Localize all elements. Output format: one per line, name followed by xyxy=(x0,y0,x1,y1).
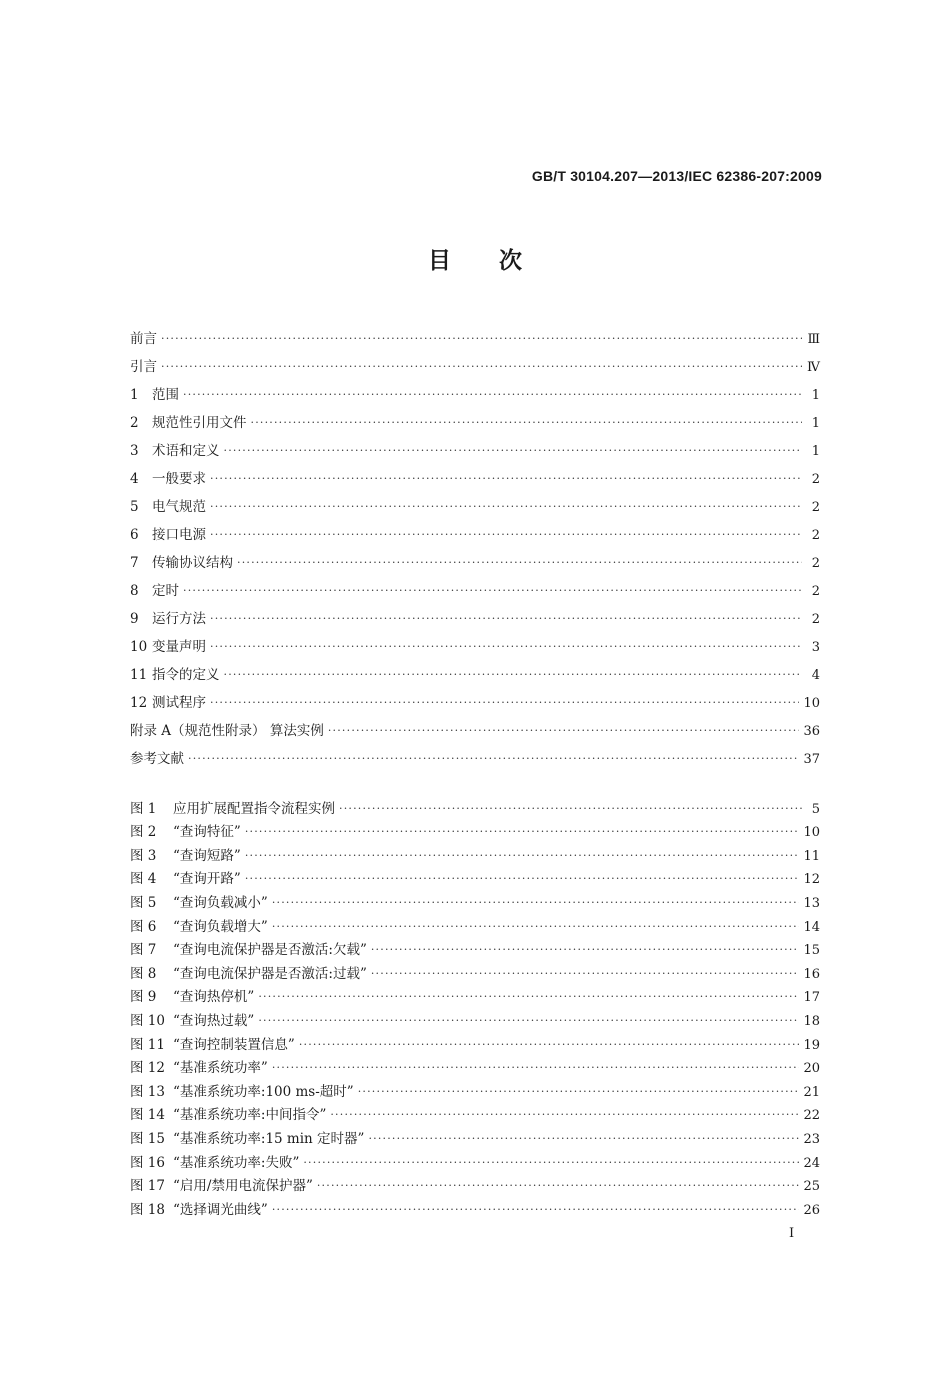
figure-entry-title: “查询开路” xyxy=(173,871,241,888)
figure-entry-label xyxy=(130,844,245,864)
dot-leader xyxy=(368,1132,799,1145)
dot-leader xyxy=(210,500,802,513)
figure-entry-label xyxy=(130,1103,330,1123)
toc-entry-number: 2 xyxy=(130,415,139,431)
toc-entry-label xyxy=(130,579,183,599)
figure-entry-number: 图 3 xyxy=(130,847,157,864)
figure-entry-number: 图 2 xyxy=(130,824,157,841)
figure-entry-label xyxy=(130,867,245,887)
figure-entry-number: 图 1 xyxy=(130,800,157,817)
figure-entry-label xyxy=(130,1127,368,1147)
dot-leader xyxy=(330,1108,799,1121)
toc-entry-page: 1 xyxy=(811,416,820,431)
figure-entry-title: “查询负载增大” xyxy=(173,918,268,935)
toc-entry-label xyxy=(130,411,251,431)
figure-entry-title: “基准系统功率:失败” xyxy=(173,1154,300,1171)
toc-entry-number: 1 xyxy=(130,387,139,403)
figure-entry-title: “查询短路” xyxy=(173,847,241,864)
dot-leader xyxy=(258,990,799,1003)
toc-entry-title: 电气规范 xyxy=(152,499,206,515)
figure-entry-page: 20 xyxy=(803,1061,820,1077)
figure-entry[interactable] xyxy=(130,864,820,888)
figure-entry-label xyxy=(130,1198,272,1218)
dot-leader xyxy=(371,967,800,980)
toc-entry-page: 2 xyxy=(811,472,820,487)
figure-entry-page: 23 xyxy=(803,1131,820,1147)
toc-entry-title: 附录 A（规范性附录） 算法实例 xyxy=(130,723,324,739)
figure-entry-label xyxy=(130,962,371,982)
figure-entry-title: “基准系统功率:100 ms-超时” xyxy=(173,1083,354,1100)
toc-entry[interactable] xyxy=(130,655,820,683)
toc-entry-label xyxy=(130,663,224,683)
toc-entry[interactable] xyxy=(130,487,820,515)
figure-entry-label xyxy=(130,1033,299,1053)
figure-entry[interactable] xyxy=(130,840,820,864)
toc-entry-label xyxy=(130,607,210,627)
dot-leader xyxy=(303,1156,799,1169)
toc-entry[interactable] xyxy=(130,543,820,571)
toc-entry-title: 术语和定义 xyxy=(152,443,220,459)
figure-entry-title: “查询电流保护器是否激活:欠载” xyxy=(173,942,367,959)
toc-entry-label xyxy=(130,691,210,711)
dot-leader xyxy=(272,1061,800,1074)
toc-entry-number: 8 xyxy=(130,583,139,599)
figure-entry-title: “选择调光曲线” xyxy=(173,1201,268,1218)
toc-entry-label xyxy=(130,383,183,403)
toc-entry-title: 范围 xyxy=(152,387,179,403)
figure-entry-number: 图 8 xyxy=(130,965,157,982)
figure-entry-page: 22 xyxy=(803,1108,820,1124)
figure-entry[interactable] xyxy=(130,1076,820,1100)
toc-entry-number: 6 xyxy=(130,527,139,543)
toc-entry-title: 运行方法 xyxy=(152,611,206,627)
toc-entry[interactable] xyxy=(130,459,820,487)
figure-entry[interactable] xyxy=(130,1005,820,1029)
toc-entry[interactable] xyxy=(130,739,820,767)
toc-entry[interactable] xyxy=(130,403,820,431)
figure-entry-number: 图 5 xyxy=(130,894,157,911)
dot-leader xyxy=(339,802,802,815)
toc-entry[interactable] xyxy=(130,571,820,599)
toc-entry-label xyxy=(130,439,224,459)
figure-entry-label xyxy=(130,1151,303,1171)
figure-entry[interactable] xyxy=(130,817,820,841)
toc-figures-list xyxy=(130,793,820,1218)
toc-entry-page: 2 xyxy=(811,556,820,571)
figure-entry[interactable] xyxy=(130,935,820,959)
figure-entry[interactable] xyxy=(130,1147,820,1171)
toc-entry-label xyxy=(130,551,237,571)
toc-entry-number: 3 xyxy=(130,443,139,459)
figure-entry-title: “基准系统功率:15 min 定时器” xyxy=(173,1130,365,1147)
figure-entry-page: 12 xyxy=(803,872,820,888)
toc-entry[interactable] xyxy=(130,347,820,375)
figure-entry-label xyxy=(130,891,272,911)
toc-entry-page: 3 xyxy=(811,640,820,655)
dot-leader xyxy=(272,896,800,909)
figure-entry-label xyxy=(130,797,339,817)
figure-entry[interactable] xyxy=(130,1100,820,1124)
figure-entry-title: “启用/禁用电流保护器” xyxy=(173,1178,313,1195)
figure-entry-title: “查询控制装置信息” xyxy=(173,1036,295,1053)
dot-leader xyxy=(188,752,799,765)
dot-leader xyxy=(210,528,802,541)
dot-leader xyxy=(245,872,800,885)
dot-leader xyxy=(245,825,800,838)
toc-entry-title: 指令的定义 xyxy=(152,667,220,683)
figure-entry-page: 25 xyxy=(803,1179,820,1195)
toc-entry-label xyxy=(130,635,210,655)
figure-entry-label xyxy=(130,1009,258,1029)
page-number: Ⅰ xyxy=(789,1226,795,1241)
dot-leader xyxy=(251,416,803,429)
figure-entry-page: 15 xyxy=(803,943,820,959)
figure-entry-page: 13 xyxy=(803,895,820,911)
dot-leader xyxy=(224,668,803,681)
figure-entry-number: 图 15 xyxy=(130,1130,165,1147)
figure-entry-number: 图 9 xyxy=(130,989,157,1006)
toc-entry-page: 1 xyxy=(811,444,820,459)
figure-entry[interactable] xyxy=(130,1194,820,1218)
figure-entry-page: 14 xyxy=(803,919,820,935)
figure-entry[interactable] xyxy=(130,982,820,1006)
toc-entry-title: 前言 xyxy=(130,331,157,347)
dot-leader xyxy=(245,849,800,862)
toc-entry-page: 4 xyxy=(811,668,820,683)
dot-leader xyxy=(210,472,802,485)
toc-entry-title: 接口电源 xyxy=(152,527,206,543)
dot-leader xyxy=(237,556,802,569)
figure-entry-title: “查询电流保护器是否激活:过载” xyxy=(173,965,367,982)
toc-entry-label xyxy=(130,467,210,487)
document-code: GB/T 30104.207—2013/IEC 62386-207:2009 xyxy=(531,168,822,184)
figure-entry-page: 18 xyxy=(803,1013,820,1029)
figure-entry[interactable] xyxy=(130,958,820,982)
dot-leader xyxy=(161,360,802,373)
dot-leader xyxy=(210,696,799,709)
figure-entry-title: “查询热停机” xyxy=(173,989,255,1006)
figure-entry-page: 26 xyxy=(803,1202,820,1218)
dot-leader xyxy=(358,1085,800,1098)
toc-entry-label xyxy=(130,355,161,375)
toc-entry-label xyxy=(130,523,210,543)
toc-entry-page: 2 xyxy=(811,500,820,515)
toc-entry-title: 传输协议结构 xyxy=(152,555,233,571)
figure-entry-label xyxy=(130,820,245,840)
figure-entry[interactable] xyxy=(130,793,820,817)
toc-entry-label xyxy=(130,719,328,739)
figure-entry-page: 17 xyxy=(803,990,820,1006)
toc-entry-number: 12 xyxy=(130,695,148,711)
toc-entry-page: Ⅲ xyxy=(807,332,820,347)
toc-entry[interactable] xyxy=(130,375,820,403)
figure-entry-number: 图 14 xyxy=(130,1107,165,1124)
toc-entry-page: 2 xyxy=(811,584,820,599)
figure-entry-label xyxy=(130,1174,317,1194)
toc-entry-page: Ⅳ xyxy=(807,360,820,375)
dot-leader xyxy=(272,920,800,933)
figure-entry-page: 19 xyxy=(803,1037,820,1053)
figure-entry-label xyxy=(130,938,371,958)
toc-entry-page: 37 xyxy=(803,752,820,767)
figure-entry-number: 图 11 xyxy=(130,1036,165,1053)
toc-entry-page: 1 xyxy=(811,388,820,403)
figure-entry-label xyxy=(130,1056,272,1076)
toc-entry-title: 变量声明 xyxy=(152,639,206,655)
toc-entry-page: 36 xyxy=(803,724,820,739)
toc-entry[interactable] xyxy=(130,711,820,739)
figure-entry-number: 图 18 xyxy=(130,1201,165,1218)
toc-entry-number: 11 xyxy=(130,667,148,683)
toc-entry-label xyxy=(130,495,210,515)
toc-entry-number: 7 xyxy=(130,555,139,571)
figure-entry-title: “查询特征” xyxy=(173,824,241,841)
figure-entry-number: 图 17 xyxy=(130,1178,165,1195)
figure-entry-page: 5 xyxy=(811,801,820,817)
toc-entry-page: 10 xyxy=(803,696,820,711)
toc-entry-label xyxy=(130,327,161,347)
toc-entry-number: 9 xyxy=(130,611,139,627)
figure-entry-number: 图 16 xyxy=(130,1154,165,1171)
figure-entry-page: 21 xyxy=(803,1084,820,1100)
page-title: 目次 xyxy=(428,248,570,274)
figure-entry-page: 11 xyxy=(803,848,820,864)
figure-entry-page: 16 xyxy=(803,966,820,982)
figure-entry-number: 图 7 xyxy=(130,942,157,959)
toc-entry[interactable] xyxy=(130,515,820,543)
figure-entry[interactable] xyxy=(130,1029,820,1053)
toc-entry-page: 2 xyxy=(811,528,820,543)
figure-entry-number: 图 12 xyxy=(130,1060,165,1077)
dot-leader xyxy=(224,444,803,457)
figure-entry-title: “基准系统功率” xyxy=(173,1060,268,1077)
toc-entry-number: 5 xyxy=(130,499,139,515)
figure-entry-page: 10 xyxy=(803,825,820,841)
toc-entry[interactable] xyxy=(130,599,820,627)
figure-entry-title: “查询负载减小” xyxy=(173,894,268,911)
toc-entry-page: 2 xyxy=(811,612,820,627)
figure-entry-number: 图 6 xyxy=(130,918,157,935)
toc-entry-number: 4 xyxy=(130,471,139,487)
figure-entry[interactable] xyxy=(130,1123,820,1147)
toc-entry-title: 规范性引用文件 xyxy=(152,415,247,431)
dot-leader xyxy=(210,612,802,625)
figure-entry-label xyxy=(130,1080,358,1100)
figure-entry-number: 图 13 xyxy=(130,1083,165,1100)
figure-entry-number: 图 10 xyxy=(130,1012,165,1029)
figure-entry-title: 应用扩展配置指令流程实例 xyxy=(173,800,335,817)
figure-entry[interactable] xyxy=(130,887,820,911)
dot-leader xyxy=(183,584,802,597)
figure-entry[interactable] xyxy=(130,1171,820,1195)
toc-entry-number: 10 xyxy=(130,639,148,655)
toc-entry[interactable] xyxy=(130,683,820,711)
figure-entry[interactable] xyxy=(130,1053,820,1077)
dot-leader xyxy=(210,640,802,653)
toc-entry-title: 定时 xyxy=(152,583,179,599)
dot-leader xyxy=(317,1179,800,1192)
toc-entry[interactable] xyxy=(130,431,820,459)
figure-entry-label xyxy=(130,985,258,1005)
toc-entry-title: 引言 xyxy=(130,359,157,375)
dot-leader xyxy=(328,724,800,737)
toc-entry-title: 一般要求 xyxy=(152,471,206,487)
dot-leader xyxy=(183,388,802,401)
figure-entry-number: 图 4 xyxy=(130,871,157,888)
figure-entry[interactable] xyxy=(130,911,820,935)
dot-leader xyxy=(161,332,802,345)
toc-sections-list xyxy=(130,319,820,767)
dot-leader xyxy=(371,943,800,956)
figure-entry-title: “基准系统功率:中间指令” xyxy=(173,1107,327,1124)
toc-entry[interactable] xyxy=(130,319,820,347)
figure-entry-label xyxy=(130,915,272,935)
toc-entry[interactable] xyxy=(130,627,820,655)
toc-entry-title: 参考文献 xyxy=(130,751,184,767)
figure-entry-page: 24 xyxy=(803,1155,820,1171)
figure-entry-title: “查询热过载” xyxy=(173,1012,255,1029)
dot-leader xyxy=(258,1014,799,1027)
dot-leader xyxy=(299,1038,800,1051)
toc-entry-title: 测试程序 xyxy=(152,695,206,711)
toc-entry-label xyxy=(130,747,188,767)
dot-leader xyxy=(272,1203,800,1216)
